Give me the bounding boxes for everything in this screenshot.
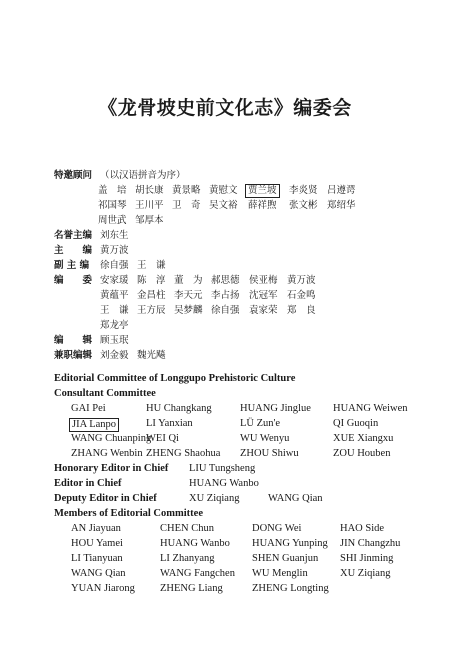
en-committee-title: Editorial Committee of Longgupo Prehistoric Culture [54, 373, 296, 384]
cn-member-name: 黄万波 [287, 275, 316, 286]
cn-member-name: 董 为 [174, 275, 203, 286]
en-member-name: JIN Changzhu [340, 538, 401, 549]
en-deputy-name: XU Ziqiang [189, 493, 240, 504]
cn-member-name: 郑 良 [287, 305, 316, 316]
en-consultant-name: HUANG Weiwen [333, 403, 408, 414]
en-member-name: HAO Side [340, 523, 385, 534]
en-consultant-name-highlighted: JIA Lanpo [69, 418, 119, 432]
cn-member-name: 石金鸣 [287, 290, 316, 301]
en-member-row [0, 567, 450, 582]
cn-honorary-label: 名誉主编 [54, 230, 93, 241]
cn-chief-label: 主 编 [54, 245, 93, 256]
cn-consultant-name: 吴文裕 [209, 200, 238, 211]
en-consultant-row [0, 402, 450, 417]
cn-chief-name: 黄万波 [100, 245, 129, 256]
cn-consultant-name: 王川平 [135, 200, 164, 211]
en-member-name: HOU Yamei [71, 538, 123, 549]
cn-consultant-label: 特邀顾问 [54, 170, 93, 181]
en-member-row [0, 582, 450, 597]
cn-concurrent-name: 刘金毅 [100, 350, 129, 361]
cn-consultant-name: 黄慰文 [209, 185, 238, 196]
cn-member-name: 侯亚梅 [249, 275, 278, 286]
cn-consultant-note: （以汉语拼音为序） [100, 170, 186, 181]
en-consultant-name: HUANG Jinglue [240, 403, 311, 414]
cn-member-name: 李占扬 [211, 290, 240, 301]
cn-consultant-name: 周世武 [98, 215, 127, 226]
cn-consultant-name: 胡长康 [135, 185, 164, 196]
en-member-name: ZHENG Liang [160, 583, 223, 594]
cn-members-label: 编 委 [54, 275, 93, 286]
en-honorary-label: Honorary Editor in Chief [54, 463, 169, 474]
cn-member-name: 郝思德 [211, 275, 240, 286]
cn-deputy-name: 王 谦 [137, 260, 166, 271]
page-title: 《龙骨坡史前文化志》编委会 [98, 97, 352, 119]
cn-member-name: 陈 淳 [137, 275, 166, 286]
cn-deputy-name: 徐自强 [100, 260, 129, 271]
en-member-name: AN Jiayuan [71, 523, 121, 534]
cn-member-row [0, 303, 450, 318]
en-member-name: SHEN Guanjun [252, 553, 319, 564]
en-member-row [0, 552, 450, 567]
en-chief-label: Editor in Chief [54, 478, 122, 489]
cn-concurrent-name: 魏光飚 [137, 350, 166, 361]
cn-member-name: 徐自强 [211, 305, 240, 316]
cn-member-name: 袁家荣 [249, 305, 278, 316]
en-members-heading: Members of Editorial Committee [54, 508, 203, 519]
cn-consultant-row [0, 183, 450, 198]
en-consultant-name: XUE Xiangxu [333, 433, 394, 444]
en-member-name: HUANG Yunping [252, 538, 328, 549]
cn-member-row [0, 273, 450, 288]
cn-member-name: 王方辰 [137, 305, 166, 316]
en-deputy-name: WANG Qian [268, 493, 323, 504]
en-consultant-name: LÜ Zun'e [240, 418, 281, 429]
cn-member-name: 安家瑗 [100, 275, 129, 286]
cn-consultant-row [0, 198, 450, 213]
cn-consultant-name: 李炎贤 [289, 185, 318, 196]
cn-member-name: 郑龙亭 [100, 320, 129, 331]
cn-editor-name: 顾玉珉 [100, 335, 129, 346]
cn-consultant-name: 盖 培 [98, 185, 127, 196]
en-consultant-row [0, 417, 450, 432]
cn-consultant-name: 张文彬 [289, 200, 318, 211]
en-member-name: LI Tianyuan [71, 553, 123, 564]
cn-member-name: 沈冠军 [249, 290, 278, 301]
en-member-row [0, 522, 450, 537]
en-consultant-name: ZHOU Shiwu [240, 448, 299, 459]
cn-consultant-name: 祁国琴 [98, 200, 127, 211]
cn-consultant-name: 卫 奇 [172, 200, 201, 211]
en-member-name: WU Menglin [252, 568, 308, 579]
en-member-name: WANG Fangchen [160, 568, 235, 579]
cn-consultant-row [0, 213, 450, 228]
cn-consultant-name: 黄景略 [172, 185, 201, 196]
en-consultant-name: WU Wenyu [240, 433, 290, 444]
en-consultant-heading: Consultant Committee [54, 388, 156, 399]
en-consultant-name: ZHANG Wenbin [71, 448, 143, 459]
en-member-name: XU Ziqiang [340, 568, 391, 579]
en-member-name: SHI Jinming [340, 553, 394, 564]
en-deputy-label: Deputy Editor in Chief [54, 493, 157, 504]
cn-member-row [0, 288, 450, 303]
cn-concurrent-label: 兼职编辑 [54, 350, 93, 361]
en-chief-name: HUANG Wanbo [189, 478, 259, 489]
cn-member-name: 金昌柱 [137, 290, 166, 301]
cn-member-name: 吴梦麟 [174, 305, 203, 316]
en-member-name: DONG Wei [252, 523, 302, 534]
cn-member-name: 王 谦 [100, 305, 129, 316]
cn-editor-label: 编 辑 [54, 335, 93, 346]
en-member-name: YUAN Jiarong [71, 583, 135, 594]
cn-consultant-name: 吕遵谔 [327, 185, 356, 196]
cn-member-name: 黄蕴平 [100, 290, 129, 301]
en-member-row [0, 537, 450, 552]
en-member-name: WANG Qian [71, 568, 126, 579]
en-member-name: HUANG Wanbo [160, 538, 230, 549]
en-member-name: CHEN Chun [160, 523, 214, 534]
cn-member-name: 李天元 [174, 290, 203, 301]
en-consultant-name: WANG Chuanping [71, 433, 152, 444]
en-consultant-name: LI Yanxian [146, 418, 193, 429]
en-consultant-name: ZHENG Shaohua [146, 448, 221, 459]
cn-consultant-name-highlighted: 贾兰坡 [245, 184, 280, 198]
en-consultant-row [0, 432, 450, 447]
cn-consultant-name: 郑绍华 [327, 200, 356, 211]
cn-honorary-name: 刘东生 [100, 230, 129, 241]
en-consultant-name: ZOU Houben [333, 448, 391, 459]
en-consultant-row [0, 447, 450, 462]
en-member-name: ZHENG Longting [252, 583, 329, 594]
en-member-name: LI Zhanyang [160, 553, 215, 564]
en-consultant-name: WEI Qi [146, 433, 179, 444]
en-consultant-name: GAI Pei [71, 403, 106, 414]
cn-consultant-name: 薛祥煦 [248, 200, 277, 211]
cn-member-row [0, 318, 450, 333]
cn-consultant-name: 邹厚本 [135, 215, 164, 226]
en-consultant-name: HU Changkang [146, 403, 212, 414]
cn-deputy-label: 副 主 编 [54, 260, 90, 271]
en-honorary-name: LIU Tungsheng [189, 463, 256, 474]
en-consultant-name: QI Guoqin [333, 418, 379, 429]
